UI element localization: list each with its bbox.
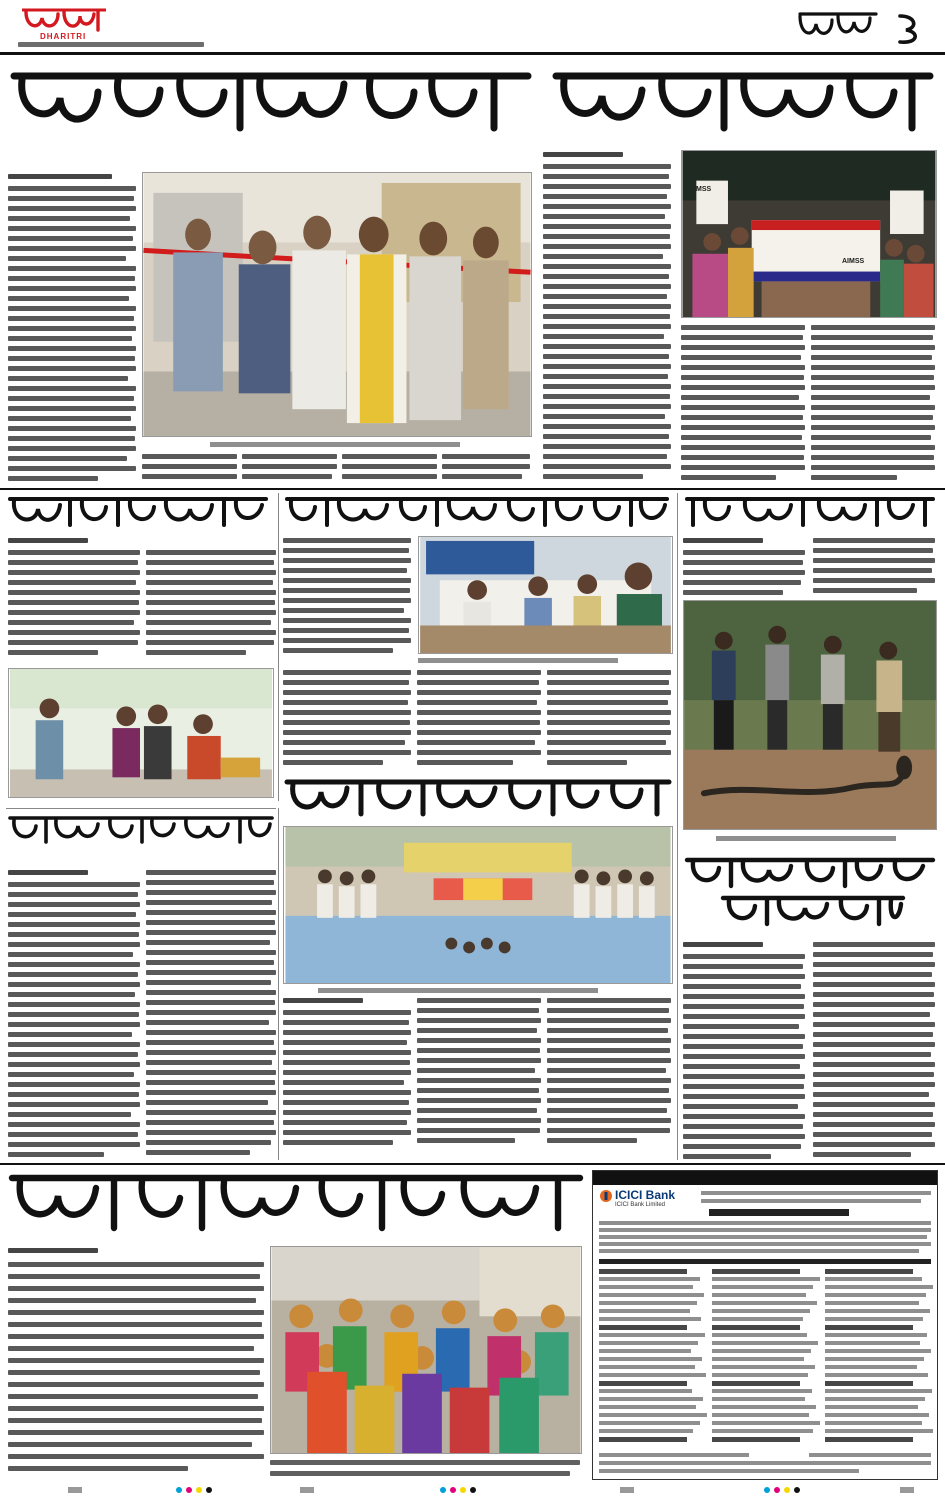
ad-table-cell bbox=[712, 1309, 810, 1313]
ad-table-cell bbox=[712, 1333, 807, 1337]
ad-table-cell bbox=[712, 1405, 816, 1409]
protest-story-text bbox=[681, 323, 937, 483]
ad-brand-subtitle: ICICI Bank Limited bbox=[615, 1202, 666, 1208]
ad-table-cell bbox=[599, 1413, 707, 1417]
protest-banner-text: AIMSS bbox=[842, 258, 865, 265]
ad-table-cell bbox=[825, 1277, 922, 1281]
ma-tarini-headline bbox=[6, 1168, 586, 1238]
ad-brand-name: ICICI Bank bbox=[615, 1188, 676, 1202]
ad-table-cell bbox=[825, 1349, 931, 1353]
ad-table-cell bbox=[825, 1365, 917, 1369]
column-rule-1 bbox=[278, 493, 279, 801]
ad-table-cell bbox=[599, 1293, 704, 1297]
ad-table-cell bbox=[712, 1301, 817, 1305]
snake-rescue-photo bbox=[683, 600, 937, 830]
icici-public-notice-ad bbox=[592, 1170, 938, 1480]
lead-headline bbox=[8, 62, 936, 140]
ad-table-cell bbox=[825, 1269, 913, 1274]
masthead-rule bbox=[0, 52, 945, 55]
ad-table-cell bbox=[712, 1373, 808, 1377]
social-media-text-col-1 bbox=[283, 536, 413, 660]
lead-story-text-col-1 bbox=[8, 172, 138, 484]
ad-table-cell bbox=[712, 1381, 800, 1386]
print-registration-marks bbox=[0, 1484, 945, 1497]
ad-table-cell bbox=[712, 1293, 806, 1297]
column-rule-3 bbox=[677, 493, 678, 1160]
snake-rescue-headline bbox=[683, 493, 937, 531]
ad-table-cell bbox=[712, 1269, 800, 1274]
dateline bbox=[18, 40, 208, 49]
ad-table-cell bbox=[599, 1397, 703, 1401]
farmers-photo bbox=[283, 826, 673, 984]
ad-table-cell bbox=[825, 1309, 930, 1313]
ad-table-cell bbox=[599, 1341, 698, 1345]
ad-table-cell bbox=[712, 1429, 813, 1433]
ad-table-cell bbox=[825, 1429, 933, 1433]
protest-placard-text: MSS bbox=[696, 186, 712, 193]
ad-table-cell bbox=[825, 1301, 919, 1305]
lead-story-text-col-2 bbox=[543, 150, 673, 484]
ad-table-cell bbox=[599, 1277, 700, 1281]
ad-table-cell bbox=[825, 1341, 920, 1345]
section-page-tag bbox=[796, 6, 928, 46]
ad-table-cell bbox=[599, 1421, 700, 1425]
ad-table-cell bbox=[825, 1333, 927, 1337]
ma-tarini-photo bbox=[270, 1246, 582, 1454]
newspaper-logo bbox=[18, 4, 110, 34]
ad-table-cell bbox=[599, 1365, 695, 1369]
ad-table-cell bbox=[599, 1381, 687, 1386]
ad-table-cell bbox=[825, 1389, 932, 1393]
ad-table-cell bbox=[599, 1309, 690, 1313]
section-divider-2 bbox=[0, 1163, 945, 1165]
ad-table-cell bbox=[712, 1325, 800, 1330]
protest-photo bbox=[681, 150, 937, 318]
ma-tarini-caption bbox=[270, 1458, 582, 1484]
tribal-women-text bbox=[8, 868, 276, 1160]
ad-table-cell bbox=[712, 1397, 805, 1401]
ad-table-cell bbox=[825, 1405, 918, 1409]
ad-table-cell bbox=[599, 1437, 687, 1442]
ad-table-cell bbox=[599, 1317, 701, 1321]
section-divider-1 bbox=[0, 488, 945, 490]
ad-table-cell bbox=[599, 1429, 693, 1433]
cremation-headline bbox=[683, 854, 937, 934]
ad-table-cell bbox=[599, 1301, 697, 1305]
social-media-headline bbox=[283, 493, 673, 531]
snake-rescue-text bbox=[683, 536, 937, 596]
ad-table-cell bbox=[712, 1437, 800, 1442]
ad-table-cell bbox=[599, 1405, 696, 1409]
ad-table-cell bbox=[825, 1421, 922, 1425]
ad-branch-table bbox=[599, 1269, 933, 1447]
ad-table-cell bbox=[599, 1285, 693, 1289]
ad-table-cell bbox=[712, 1365, 815, 1369]
snake-rescue-caption bbox=[716, 836, 896, 841]
tribal-women-headline bbox=[6, 812, 276, 860]
ad-table-cell bbox=[712, 1413, 809, 1417]
social-media-text-lower bbox=[283, 668, 673, 768]
ad-table-cell bbox=[712, 1349, 811, 1353]
ad-table-cell bbox=[599, 1269, 687, 1274]
ad-table-cell bbox=[825, 1357, 924, 1361]
logo-subtitle: DHARITRI bbox=[40, 32, 87, 41]
lead-photo-ribbon-cutting bbox=[142, 172, 532, 437]
lead-story-text-lower bbox=[142, 452, 532, 486]
ad-table-cell bbox=[825, 1285, 933, 1289]
ad-table-cell bbox=[599, 1349, 691, 1353]
ward-training-photo bbox=[8, 668, 274, 798]
ad-table-cell bbox=[825, 1413, 929, 1417]
ad-table-cell bbox=[712, 1389, 812, 1393]
cremation-story-text bbox=[683, 940, 937, 1162]
ad-table-cell bbox=[825, 1317, 923, 1321]
ad-table-cell bbox=[712, 1285, 813, 1289]
ad-table-cell bbox=[599, 1373, 706, 1377]
ad-table-cell bbox=[599, 1325, 687, 1330]
ad-table-cell bbox=[712, 1317, 803, 1321]
ad-table-cell bbox=[599, 1389, 692, 1393]
social-media-caption bbox=[418, 658, 618, 663]
lead-photo-caption bbox=[210, 442, 460, 447]
ma-tarini-text bbox=[8, 1246, 266, 1480]
ad-header-strip bbox=[593, 1171, 937, 1185]
farmers-photo-caption bbox=[318, 988, 598, 993]
ad-table-cell bbox=[825, 1373, 928, 1377]
ad-table-cell bbox=[599, 1357, 702, 1361]
ad-table-cell bbox=[712, 1277, 820, 1281]
ward-training-headline bbox=[6, 493, 272, 531]
ad-table-cell bbox=[825, 1293, 926, 1297]
ad-table-cell bbox=[712, 1357, 804, 1361]
social-media-photo bbox=[418, 536, 673, 654]
ad-table-cell bbox=[825, 1397, 925, 1401]
section-rule-tribal bbox=[6, 808, 276, 809]
ad-table-cell bbox=[825, 1437, 913, 1442]
ward-training-text bbox=[8, 536, 276, 656]
bank-logo-icon bbox=[599, 1189, 613, 1203]
ad-table-cell bbox=[712, 1421, 820, 1425]
column-rule-2 bbox=[278, 808, 279, 1160]
ad-table-cell bbox=[825, 1325, 913, 1330]
farmers-headline bbox=[283, 776, 673, 820]
masthead bbox=[0, 0, 945, 52]
ad-table-cell bbox=[825, 1381, 913, 1386]
ad-table-cell bbox=[712, 1341, 818, 1345]
farmers-story-text bbox=[283, 996, 673, 1146]
ad-table-cell bbox=[599, 1333, 705, 1337]
